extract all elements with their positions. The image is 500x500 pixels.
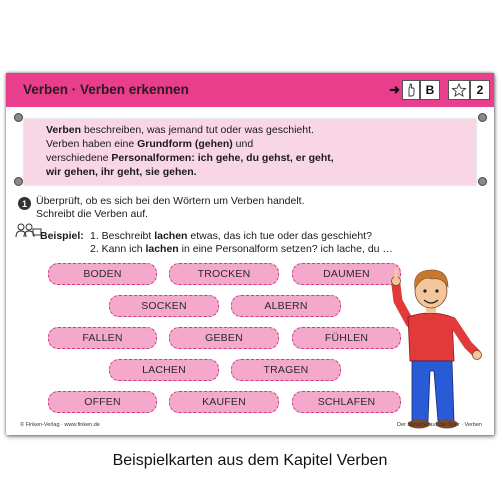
example-line bbox=[90, 243, 393, 256]
word-chip[interactable]: FALLEN bbox=[48, 327, 157, 349]
example-part: etwas, das ich tue oder das geschieht? bbox=[187, 230, 372, 242]
caption: Beispielkarten aus dem Kapitel Verben bbox=[112, 452, 388, 469]
pin-icon bbox=[478, 113, 487, 122]
word-card bbox=[6, 73, 494, 435]
example-bold: lachen bbox=[145, 243, 179, 255]
task-line: Schreibt die Verben auf. bbox=[36, 208, 149, 220]
group-icon bbox=[14, 223, 42, 239]
star-icon bbox=[448, 80, 470, 100]
info-text: beschreiben, was jemand tut oder was geschieht. bbox=[81, 124, 314, 136]
task-number: 1 bbox=[18, 197, 31, 210]
task-instructions bbox=[36, 195, 304, 221]
word-chip[interactable]: TRAGEN bbox=[231, 359, 341, 381]
card-header bbox=[6, 73, 494, 107]
info-box bbox=[24, 119, 476, 185]
word-chip[interactable]: LACHEN bbox=[109, 359, 219, 381]
word-chip[interactable]: ALBERN bbox=[231, 295, 341, 317]
info-bold: Personalformen: ich gehe, du gehst, er geht, bbox=[111, 152, 334, 164]
example-part: 2. Kann ich bbox=[90, 243, 146, 255]
word-chip[interactable]: BODEN bbox=[48, 263, 157, 285]
word-chip[interactable]: KAUFEN bbox=[169, 391, 279, 413]
header-badges bbox=[389, 78, 490, 102]
info-bold: wir gehen, ihr geht, sie gehen. bbox=[46, 166, 197, 178]
word-chip[interactable]: DAUMEN bbox=[292, 263, 401, 285]
word-chip[interactable]: FÜHLEN bbox=[292, 327, 401, 349]
word-chip[interactable]: GEBEN bbox=[169, 327, 279, 349]
level-badge: B bbox=[420, 80, 440, 100]
info-text: Verben haben eine bbox=[46, 138, 138, 150]
example-part: 1. Beschreibt bbox=[90, 230, 155, 242]
info-line bbox=[46, 152, 334, 166]
info-bold: Verben bbox=[46, 124, 82, 136]
info-text: und bbox=[232, 138, 254, 150]
arrow-icon: ➜ bbox=[389, 82, 400, 97]
info-line bbox=[46, 138, 253, 152]
footer-series: Der Sprache auf der Spur · Verben bbox=[397, 422, 482, 428]
hand-icon bbox=[402, 80, 420, 100]
pin-icon bbox=[14, 177, 23, 186]
example-line bbox=[90, 230, 393, 243]
word-chip[interactable]: TROCKEN bbox=[169, 263, 279, 285]
task-line: Überprüft, ob es sich bei den Wörtern um Verben handelt. bbox=[36, 195, 305, 207]
word-chip[interactable]: SCHLAFEN bbox=[292, 391, 401, 413]
example-label: Beispiel: bbox=[40, 230, 84, 242]
info-text: verschiedene bbox=[46, 152, 112, 164]
word-chip[interactable]: OFFEN bbox=[48, 391, 157, 413]
pin-icon bbox=[14, 113, 23, 122]
word-chip[interactable]: SOCKEN bbox=[109, 295, 219, 317]
card-title: Verben · Verben erkennen bbox=[23, 82, 189, 97]
example-bold: lachen bbox=[154, 230, 188, 242]
footer-publisher: © Finken-Verlag · www.finken.de bbox=[20, 422, 100, 428]
example-part: in eine Personalform setzen? ich lache, du … bbox=[178, 243, 393, 255]
info-line bbox=[46, 124, 314, 138]
example-text bbox=[90, 230, 393, 256]
boy-illustration bbox=[382, 261, 482, 431]
info-bold: Grundform (gehen) bbox=[137, 138, 233, 150]
info-line bbox=[46, 166, 197, 180]
pin-icon bbox=[478, 177, 487, 186]
card-number: 2 bbox=[470, 80, 490, 100]
